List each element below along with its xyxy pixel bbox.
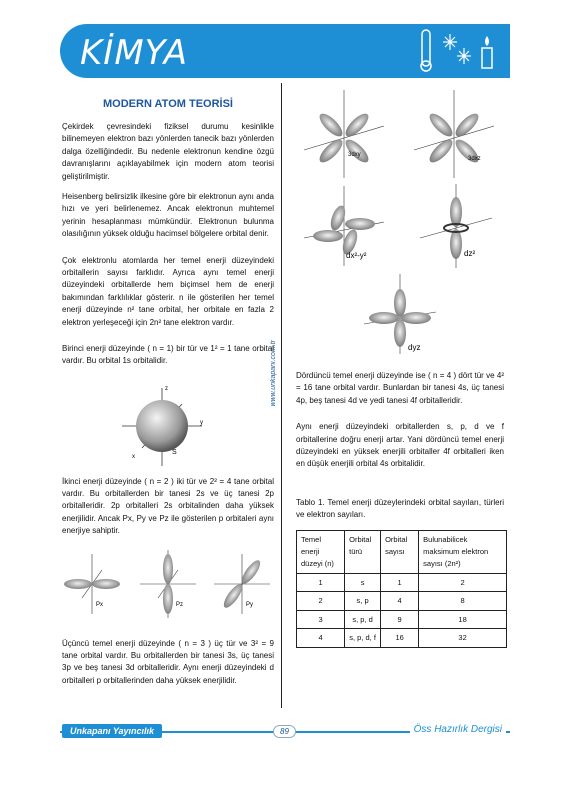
table-caption: Tablo 1. Temel enerji düzeylerindeki orbital sayıları, türleri ve elektron sayıları. bbox=[296, 497, 504, 520]
table-header: Orbital sayısı bbox=[381, 530, 419, 573]
magazine-name: Öss Hazırlık Dergisi bbox=[410, 724, 506, 735]
table-cell: 1 bbox=[381, 573, 419, 592]
paragraph: Birinci enerji düzeyinde ( n = 1) bir tür ve 1² = 1 tane orbital vardır. Bu orbital 1s orbitalidir. bbox=[62, 343, 274, 366]
px-label: Px bbox=[96, 601, 104, 608]
column-divider bbox=[281, 83, 282, 708]
table-cell: 16 bbox=[381, 629, 419, 648]
pz-label: Pz bbox=[176, 601, 184, 608]
table-row bbox=[297, 592, 507, 611]
left-column bbox=[62, 96, 274, 695]
d-label: dx²-y² bbox=[346, 251, 367, 260]
table-cell: 2 bbox=[419, 573, 507, 592]
table-cell: s, p bbox=[345, 592, 381, 611]
paragraph: İkinci enerji düzeyinde ( n = 2 ) iki tür ve 2² = 4 tane orbital vardır. Bu orbitallerden bir tanesi 2s ve üç tanesi 2p orbitalleridir. 2p orbitalleri 2s orbitalinden daha yüksek enerjilidir. Ancak Px, Py ve Pz ile gösterilen p orbitaleri aynı enerjiye sahiptir. bbox=[62, 476, 274, 536]
publisher-logo: Unkapanı Yayıncılık bbox=[62, 724, 162, 738]
table-header: Bulunabilicek maksimum elektron sayısı (2n²) bbox=[419, 530, 507, 573]
d-label: dz² bbox=[464, 249, 476, 258]
table-cell: 32 bbox=[419, 629, 507, 648]
table-cell: 1 bbox=[297, 573, 345, 592]
svg-text:x: x bbox=[132, 453, 135, 460]
table-cell: 8 bbox=[419, 592, 507, 611]
paragraph: Çok elektronlu atomlarda her temel enerji düzeyindeki orbitallerin sayısı farklıdır. Ayrıca aynı temel enerji düzeyindeki orbitallerde hem biçimsel hem de enerji bakımından farklılıklar gösterir. n ile gösterilen her temel enerji düzeyinde n² tane orbital, her orbitale en fazla 2 elektron yerleşeceği için 2n² tane elektron vardır. bbox=[62, 255, 274, 327]
footer bbox=[60, 722, 510, 744]
orbital-table bbox=[296, 530, 507, 649]
d-orbitals-figure bbox=[296, 80, 504, 370]
table-cell: 2 bbox=[297, 592, 345, 611]
table-header-row bbox=[297, 530, 507, 573]
table-cell: s, p, d, f bbox=[345, 629, 381, 648]
d-label: 3dxz bbox=[468, 156, 481, 162]
s-orbital-figure bbox=[62, 376, 274, 476]
paragraph: Dördüncü temel enerji düzeyinde ise ( n = 4 ) dört tür ve 4² = 16 tane orbital vardır. Bunlardan bir tanesi 4s, üç tanesi 4p, beş tanesi 4d ve yedi tanesi 4f orbitalleridir. bbox=[296, 371, 504, 405]
svg-text:y: y bbox=[200, 419, 203, 426]
page-number: 89 bbox=[273, 725, 296, 738]
table-header: Temel enerji düzeyi (n) bbox=[297, 530, 345, 573]
paragraph: Aynı enerji düzeyindeki orbitallerden s, p, d ve f orbitallerine doğru enerji artar. Yani dördüncü temel enerji düzeyindeki en yüksek enerjili orbitaller 4f orbitalleri iken en düşük enerjili orbital 4s orbitalidir. bbox=[296, 422, 504, 469]
p-orbitals-figure bbox=[62, 546, 274, 626]
table-row bbox=[297, 573, 507, 592]
py-label: Py bbox=[246, 601, 254, 608]
paragraph: Heisenberg belirsizlik ilkesine göre bir elektronun aynı anda hızı ve yeri belirlenemez. Ancak elektronun muhtemel yerinin hesaplanması mümkündür. Elektronun bulunma olasılığının yüksek olduğu hacimsel bölgelere orbital denir. bbox=[62, 192, 274, 239]
table-cell: 3 bbox=[297, 610, 345, 629]
side-url: www.unkapani.com.tr bbox=[270, 340, 277, 407]
lab-icons bbox=[400, 26, 500, 79]
d-label: dyz bbox=[408, 343, 421, 352]
right-column bbox=[296, 80, 504, 648]
table-cell: 18 bbox=[419, 610, 507, 629]
table-cell: 9 bbox=[381, 610, 419, 629]
table-cell: s bbox=[345, 573, 381, 592]
table-cell: 4 bbox=[381, 592, 419, 611]
s-label: S bbox=[172, 448, 177, 456]
d-label: 3dxy bbox=[348, 152, 361, 158]
page-title: KİMYA bbox=[80, 33, 189, 73]
paragraph: Çekirdek çevresindeki fiziksel durumu kesinlikle bilinemeyen elektron bazı yönlerden tanecik bazı yönlerden dalga özelliğindedir. Bu nedenle elektronun kendine özgü davranışlarını açıklayabilmek için modern atom teorisi geliştirilmiştir. bbox=[62, 122, 274, 181]
svg-text:z: z bbox=[165, 385, 168, 392]
paragraph: Üçüncü temel enerji düzeyinde ( n = 3 ) üç tür ve 3² = 9 tane orbital vardır. Bu orbitallerden bir tanesi 3s, üç tanesi 3p ve beş tanesi 3d orbitalleridir. Aynı enerji düzeyindeki d orbitalleri p orbitallerinden daha yüksek enerjilidir. bbox=[62, 638, 274, 685]
article-heading: MODERN ATOM TEORİSİ bbox=[103, 98, 233, 110]
table-row bbox=[297, 610, 507, 629]
table-cell: 4 bbox=[297, 629, 345, 648]
table-row bbox=[297, 629, 507, 648]
table-cell: s, p, d bbox=[345, 610, 381, 629]
table-header: Orbital türü bbox=[345, 530, 381, 573]
